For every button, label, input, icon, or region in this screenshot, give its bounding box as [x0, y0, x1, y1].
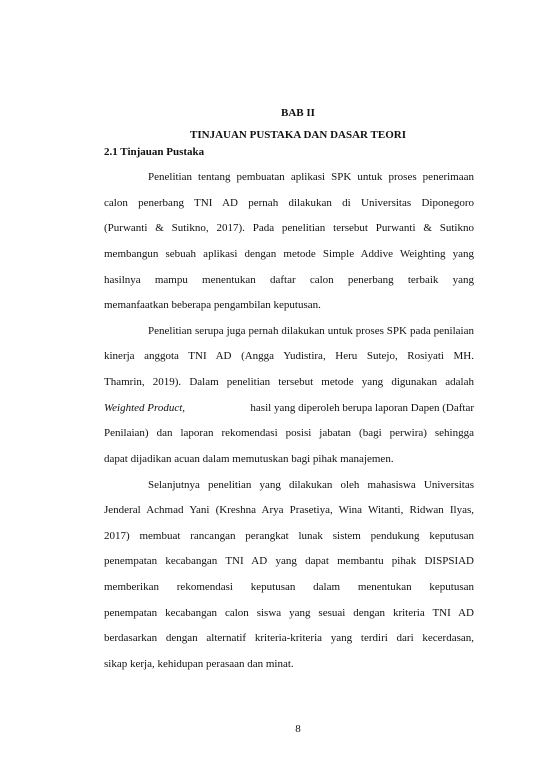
paragraph-2-line-4 [104, 401, 474, 415]
chapter-title: TINJAUAN PUSTAKA DAN DASAR TEORI [190, 129, 406, 141]
paragraph-1-line-6: memanfaatkan beberapa pengambilan keputusan. [104, 299, 321, 311]
paragraph-2-line-4-text: hasil yang diperoleh berupa laporan Dapen (Daftar [250, 402, 474, 414]
paragraph-2-line-2: kinerja anggota TNI AD (Angga Yudistira, Heru Sutejo, Rosiyati MH. [104, 350, 474, 362]
paragraph-3-line-1: Selanjutnya penelitian yang dilakukan oleh mahasiswa Universitas [148, 479, 474, 491]
paragraph-1-line-4: membangun sebuah aplikasi dengan metode Simple Addive Weighting yang [104, 248, 474, 260]
paragraph-1-line-2: calon penerbang TNI AD pernah dilakukan di Universitas Diponegoro [104, 197, 474, 209]
chapter-number: BAB II [281, 107, 315, 119]
paragraph-2-line-5: Penilaian) dan laporan rekomendasi posisi jabatan (bagi perwira) sehingga [104, 427, 474, 439]
paragraph-1-line-5: hasilnya mampu menentukan daftar calon penerbang terbaik yang [104, 274, 474, 286]
paragraph-2-line-1: Penelitian serupa juga pernah dilakukan untuk proses SPK pada penilaian [148, 325, 474, 337]
paragraph-3-line-5: memberikan rekomendasi keputusan dalam menentukan keputusan [104, 581, 474, 593]
paragraph-3-line-8: sikap kerja, kehidupan perasaan dan minat. [104, 658, 294, 670]
paragraph-2-line-6: dapat dijadikan acuan dalam memutuskan bagi pihak manajemen. [104, 453, 394, 465]
paragraph-3-line-7: berdasarkan dengan alternatif kriteria-kriteria yang terdiri dari kecerdasan, [104, 632, 474, 644]
italic-term: Weighted Product, [104, 402, 186, 414]
paragraph-2-line-3: Thamrin, 2019). Dalam penelitian tersebut metode yang digunakan adalah [104, 376, 474, 388]
paragraph-1-line-1: Penelitian tentang pembuatan aplikasi SPK untuk proses penerimaan [148, 171, 474, 183]
section-title: 2.1 Tinjauan Pustaka [104, 146, 205, 158]
paragraph-3-line-3: 2017) membuat rancangan perangkat lunak sistem pendukung keputusan [104, 530, 474, 542]
paragraph-3-line-4: penempatan kecabangan TNI AD yang dapat membantu pihak DISPSIAD [104, 555, 474, 567]
paragraph-1-line-3: (Purwanti & Sutikno, 2017). Pada penelitian tersebut Purwanti & Sutikno [104, 222, 474, 234]
paragraph-3-line-2: Jenderal Achmad Yani (Kreshna Arya Prasetiya, Wina Witanti, Ridwan Ilyas, [104, 504, 474, 516]
paragraph-3-line-6: penempatan kecabangan calon siswa yang sesuai dengan kriteria TNI AD [104, 607, 474, 619]
page-number: 8 [295, 723, 301, 735]
